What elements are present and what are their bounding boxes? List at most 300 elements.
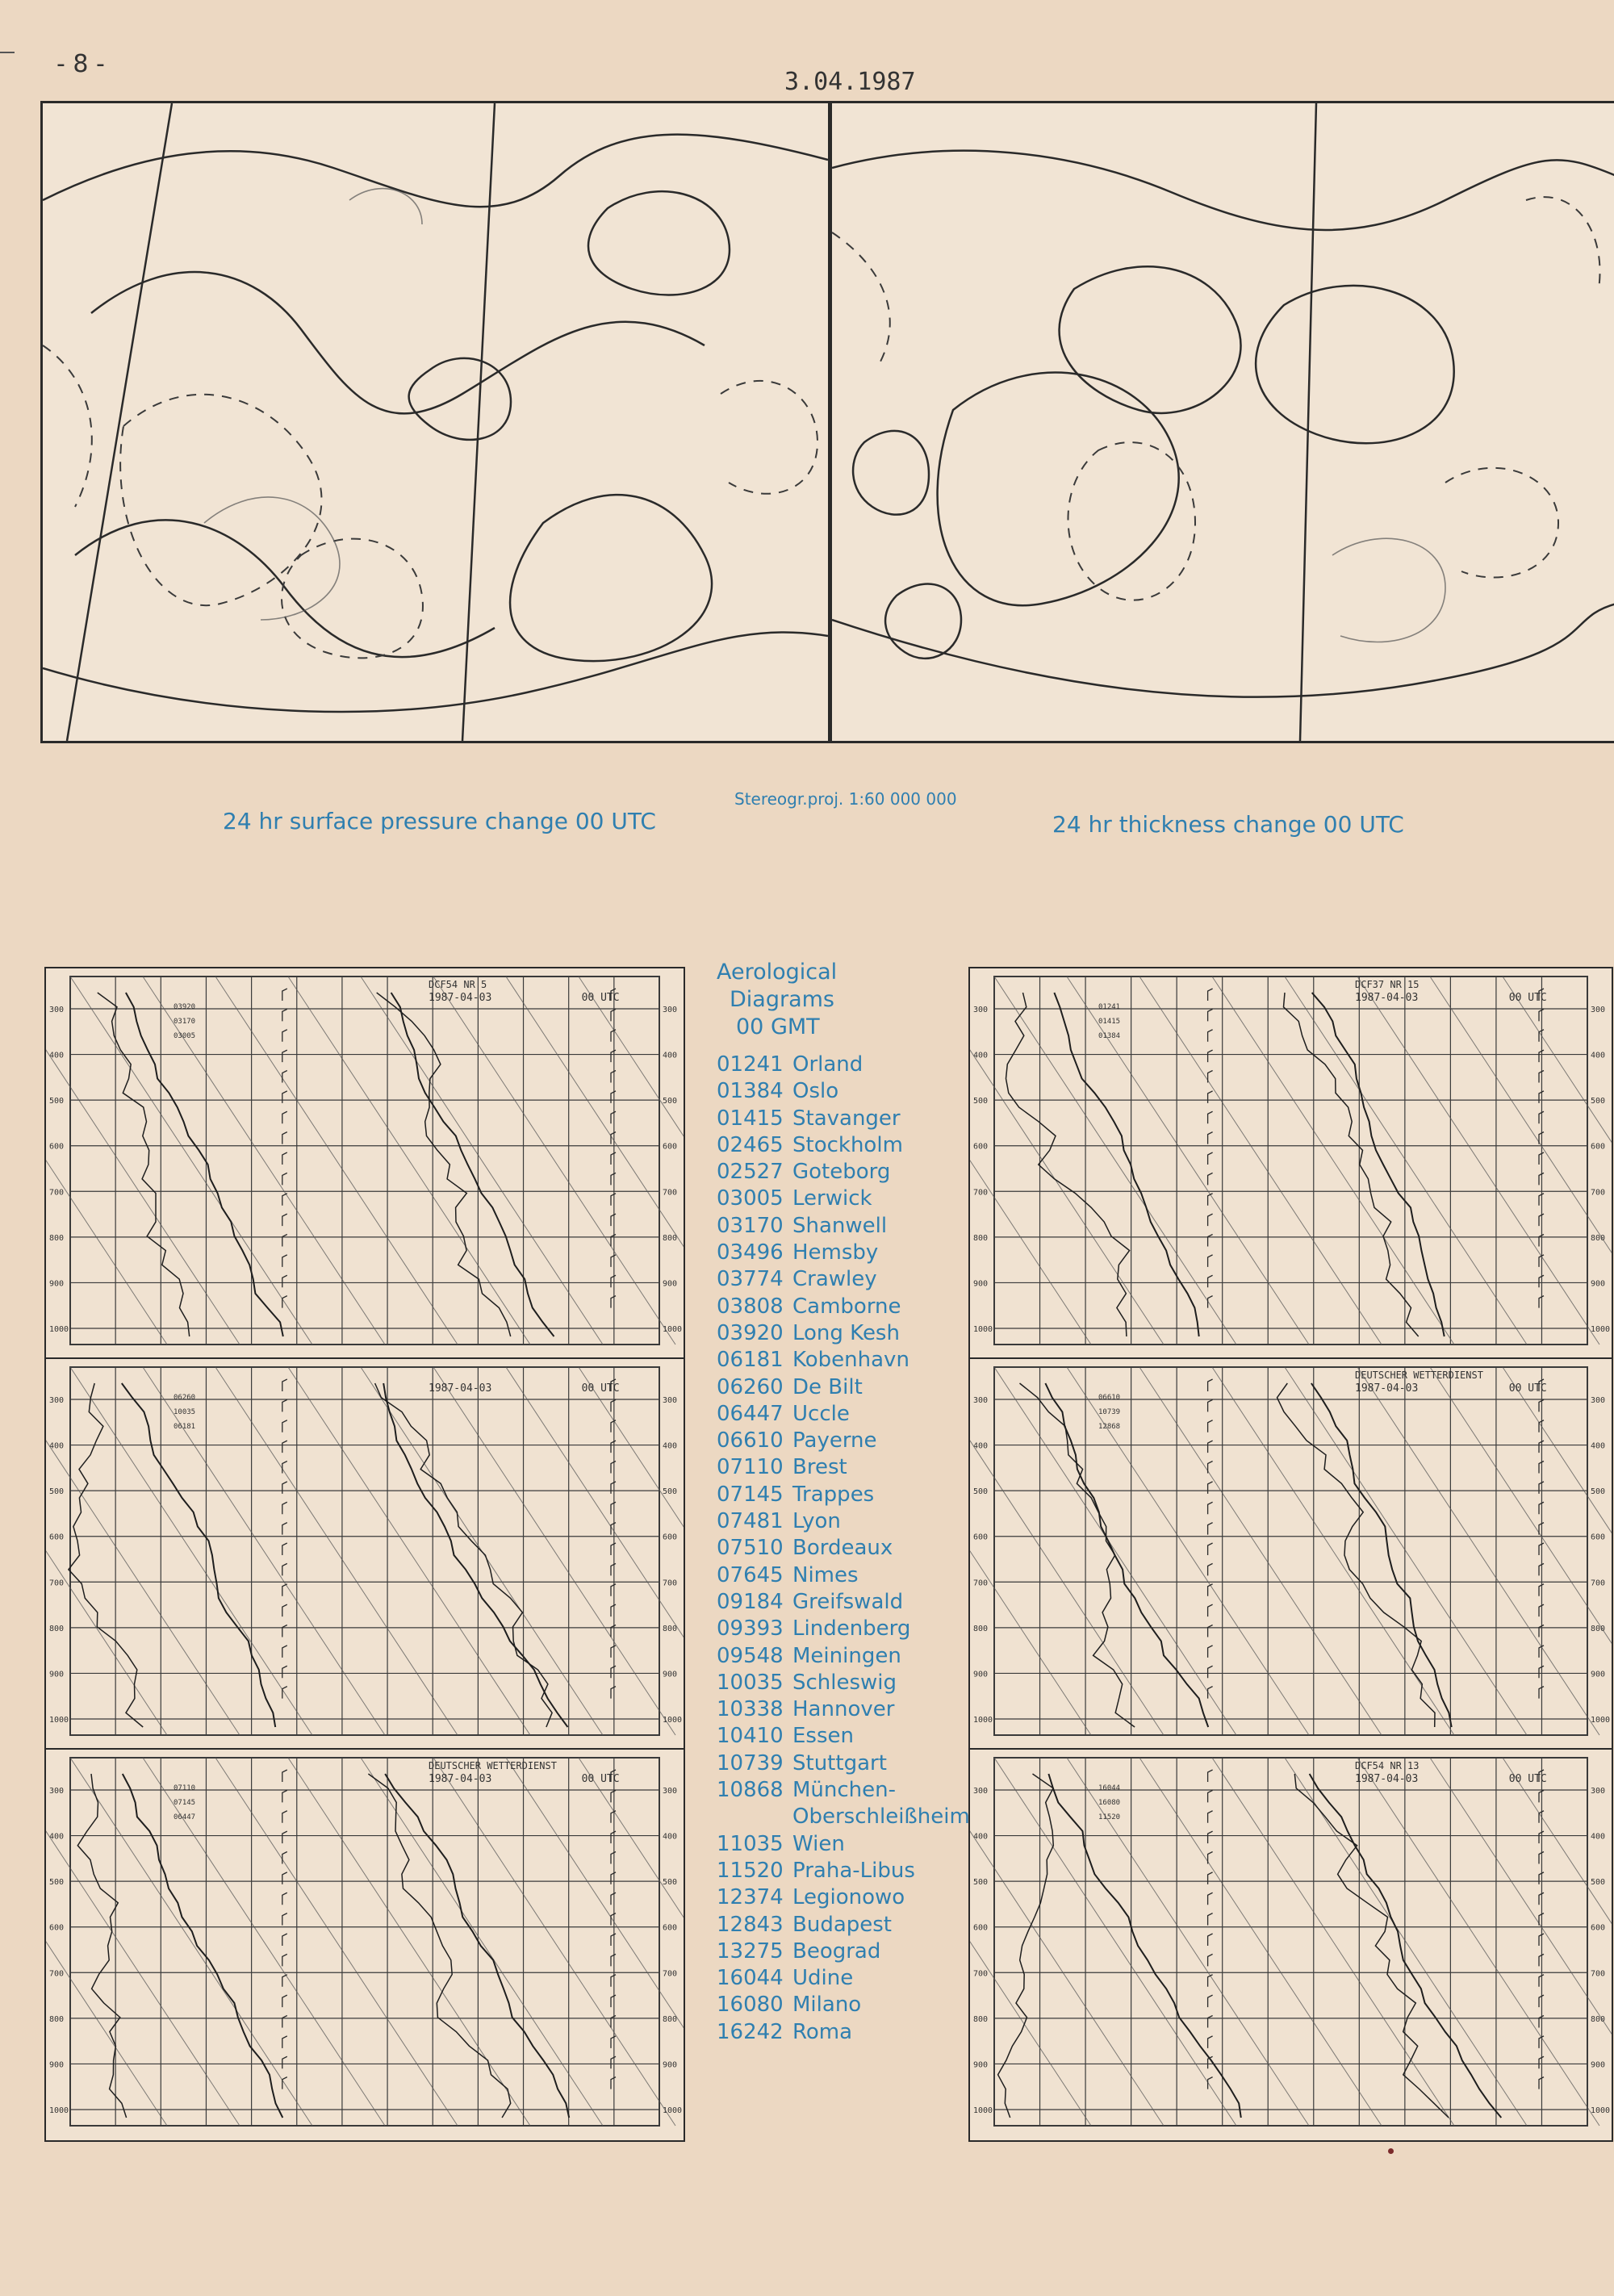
wind-barb [1208, 1543, 1213, 1555]
diagram-header: DCF37 NR 15 [1355, 979, 1420, 990]
pressure-level-label: 1000 [1591, 1325, 1611, 1334]
pressure-level-label: 400 [1591, 1832, 1606, 1842]
station-row [717, 1965, 970, 1992]
wind-barb [1208, 1811, 1213, 1823]
station-row [717, 1589, 970, 1616]
pressure-level-label: 1000 [1591, 1716, 1611, 1725]
station-list [717, 1052, 970, 2046]
pressure-level-label: 600 [973, 1533, 989, 1542]
pressure-level-label: 900 [49, 1279, 65, 1289]
pressure-level-label: 700 [1591, 1969, 1606, 1979]
station-name: Bordeaux [792, 1536, 893, 1561]
station-code: 13275 [717, 1938, 784, 1964]
pressure-level-label: 900 [49, 1670, 65, 1679]
diagram-svg [970, 1750, 1612, 2140]
station-row [717, 1777, 970, 1804]
dewpoint-sounding [1277, 1383, 1436, 1727]
wind-barb [1208, 1275, 1213, 1287]
diagram-header: DEUTSCHER WETTERDIENST [429, 1760, 557, 1771]
station-code: 07645 [717, 1562, 784, 1587]
diagram-svg [46, 968, 684, 1359]
station-name: Meiningen [792, 1643, 901, 1668]
wind-barb [282, 1132, 287, 1144]
station-row [717, 1266, 970, 1293]
station-name: De Bilt [792, 1374, 863, 1399]
wind-barb [1208, 1523, 1213, 1535]
wind-barb [611, 1255, 616, 1267]
wind-barb [1208, 1770, 1213, 1782]
wind-barb [282, 1954, 287, 1966]
diagram-grid [994, 977, 1587, 1345]
diagram-time: 00 UTC [581, 992, 620, 1004]
station-name: Stavanger [792, 1106, 901, 1131]
pressure-level-label: 300 [663, 1396, 678, 1405]
station-row [717, 1535, 970, 1562]
wind-barb [282, 1770, 287, 1782]
wind-barb [282, 1543, 287, 1555]
diagram-date: 1987-04-03 [429, 1773, 492, 1785]
station-code: 02527 [717, 1160, 784, 1185]
wind-barb [611, 2036, 616, 2048]
pressure-level-label: 300 [663, 1006, 678, 1014]
wind-barb [611, 1852, 616, 1864]
pressure-level-label: 500 [49, 1878, 65, 1888]
aerological-diagram-right-top [968, 967, 1613, 1361]
stray-mark [1388, 2148, 1394, 2154]
diagram-station-label: 16080 [1098, 1799, 1121, 1807]
diagram-time: 00 UTC [1508, 1773, 1547, 1785]
wind-barb [1208, 1892, 1213, 1905]
diagram-station-label: 06260 [174, 1394, 196, 1402]
station-name: Goteborg [792, 1160, 891, 1185]
pressure-level-label: 700 [663, 1579, 678, 1588]
station-code: 03774 [717, 1267, 784, 1292]
wind-barb [611, 1441, 616, 1453]
aerological-diagram-left-top [44, 967, 685, 1361]
diagram-svg [46, 1359, 684, 1750]
surface-pressure-change-map [40, 101, 830, 743]
wind-barb [282, 1379, 287, 1391]
station-name: Hannover [792, 1697, 895, 1722]
wind-barb [282, 989, 287, 1001]
wind-barb [282, 1934, 287, 1946]
pressure-level-label: 800 [1591, 1624, 1606, 1633]
wind-barb [611, 1152, 616, 1165]
pressure-level-label: 900 [49, 2060, 65, 2070]
station-row [717, 1186, 970, 1212]
pressure-level-label: 400 [663, 1441, 678, 1451]
wind-barb [611, 2056, 616, 2068]
station-row [717, 1616, 970, 1642]
wind-barb [611, 1934, 616, 1946]
wind-barb [282, 1563, 287, 1575]
pressure-level-label: 900 [1591, 1279, 1606, 1289]
station-code: 07510 [717, 1536, 784, 1561]
pressure-level-label: 400 [49, 1051, 65, 1060]
diagram-header: DCF54 NR 5 [429, 979, 487, 990]
pressure-level-label: 700 [1591, 1188, 1606, 1198]
wind-barb [611, 1995, 616, 2007]
station-row [717, 1159, 970, 1186]
station-name: Stuttgart [792, 1750, 887, 1775]
wind-barb [611, 1502, 616, 1514]
aerological-diagram-left-bottom [44, 1748, 685, 2142]
diagram-adiabats [46, 1367, 684, 1735]
temperature-sounding [1312, 993, 1445, 1336]
wind-barb [1208, 1872, 1213, 1884]
diagram-date: 1987-04-03 [1355, 1382, 1419, 1395]
temperature-sounding [1048, 1774, 1240, 2118]
diagram-svg [970, 1359, 1612, 1750]
diagram-time: 00 UTC [581, 1382, 620, 1395]
pressure-level-label: 500 [49, 1487, 65, 1497]
station-code: 01415 [717, 1106, 784, 1131]
temperature-sounding [385, 1774, 569, 2118]
wind-barb [611, 1462, 616, 1474]
station-row [717, 1696, 970, 1723]
diagram-time: 00 UTC [1508, 1382, 1547, 1395]
thickness-contours [832, 103, 1614, 741]
pressure-level-label: 1000 [49, 1325, 69, 1334]
pressure-level-label: 900 [1591, 1670, 1606, 1679]
station-name: Kobenhavn [792, 1348, 909, 1373]
station-name: Uccle [792, 1401, 850, 1426]
wind-barb [1208, 1050, 1213, 1062]
diagram-station-label: 16044 [1098, 1784, 1121, 1792]
diagram-station-label: 06610 [1098, 1394, 1121, 1402]
pressure-level-label: 800 [973, 1233, 989, 1243]
wind-barb [611, 1009, 616, 1021]
station-code: 16080 [717, 1993, 784, 2018]
pressure-level-label: 500 [663, 1878, 678, 1888]
station-code: 03808 [717, 1294, 784, 1319]
wind-barb [282, 1111, 287, 1123]
station-name: Beograd [792, 1938, 881, 1964]
wind-barb [1208, 2016, 1213, 2028]
station-code: 03170 [717, 1213, 784, 1238]
wind-barb [282, 1420, 287, 1432]
station-row [717, 1804, 970, 1830]
wind-barb [1208, 989, 1213, 1001]
station-code: 10739 [717, 1750, 784, 1775]
pressure-level-label: 600 [663, 1923, 678, 1933]
station-row [717, 1132, 970, 1159]
pressure-level-label: 400 [1591, 1441, 1606, 1451]
station-row [717, 1106, 970, 1132]
diagram-date: 1987-04-03 [429, 1382, 492, 1395]
wind-barb [282, 1173, 287, 1185]
pressure-level-label: 400 [49, 1832, 65, 1842]
pressure-level-label: 600 [49, 1533, 65, 1542]
wind-barb [1208, 1482, 1213, 1494]
station-row [717, 1508, 970, 1535]
pressure-level-label: 1000 [973, 2106, 993, 2115]
wind-barb [611, 1975, 616, 1987]
station-code: 02465 [717, 1132, 784, 1157]
pressure-level-label: 700 [1591, 1579, 1606, 1588]
station-code: 10035 [717, 1670, 784, 1695]
thickness-change-map [830, 101, 1614, 743]
diagram-station-label: 01241 [1098, 1003, 1121, 1011]
diagram-station-label: 12868 [1098, 1423, 1121, 1431]
wind-barb [282, 1214, 287, 1226]
wind-barb [1208, 1625, 1213, 1637]
station-name: Lyon [792, 1509, 841, 1534]
wind-barb [282, 1811, 287, 1823]
pressure-level-label: 300 [973, 1006, 989, 1014]
wind-barb [1208, 1604, 1213, 1616]
pressure-level-label: 400 [1591, 1051, 1606, 1060]
wind-barb [282, 2016, 287, 2028]
wind-barb [611, 1831, 616, 1843]
pressure-level-label: 600 [663, 1142, 678, 1152]
wind-barb [282, 1050, 287, 1062]
diagram-adiabats [970, 1367, 1612, 1735]
page-edge-mark [0, 52, 15, 53]
pressure-level-label: 500 [1591, 1878, 1606, 1888]
station-row [717, 1482, 970, 1508]
wind-barb [1208, 1132, 1213, 1144]
pressure-level-label: 400 [49, 1441, 65, 1451]
station-code: 11520 [717, 1858, 784, 1883]
wind-barb [282, 2056, 287, 2068]
station-row [717, 1294, 970, 1320]
pressure-level-label: 1000 [663, 1716, 683, 1725]
wind-barb [1208, 1111, 1213, 1123]
pressure-level-label: 300 [663, 1787, 678, 1796]
station-code: 01241 [717, 1052, 784, 1077]
station-name: Roma [792, 2019, 853, 2044]
dewpoint-sounding [69, 1383, 143, 1727]
wind-barb [282, 2036, 287, 2048]
station-code: 03920 [717, 1320, 784, 1345]
wind-barb [1208, 1214, 1213, 1226]
diagram-station-label: 06447 [174, 1813, 196, 1821]
wind-barb [282, 1852, 287, 1864]
station-name: Brest [792, 1455, 847, 1480]
station-code: 01384 [717, 1079, 784, 1104]
wind-barb [1208, 1954, 1213, 1966]
station-row [717, 1670, 970, 1696]
dewpoint-sounding [368, 1774, 510, 2118]
wind-barb [611, 1091, 616, 1103]
station-name: Milano [792, 1993, 862, 2018]
dewpoint-sounding [1294, 1774, 1449, 2118]
pressure-level-label: 700 [663, 1188, 678, 1198]
pressure-level-label: 500 [973, 1487, 989, 1497]
station-code: 11035 [717, 1831, 784, 1856]
page-number: - 8 - [56, 50, 105, 78]
station-row [717, 1750, 970, 1777]
station-code: 12374 [717, 1885, 784, 1910]
wind-barb [1208, 1502, 1213, 1514]
wind-barb [611, 1584, 616, 1596]
wind-barb [1208, 1646, 1213, 1658]
station-code: 03496 [717, 1240, 784, 1265]
pressure-level-label: 800 [1591, 2014, 1606, 2024]
pressure-level-label: 800 [49, 2014, 65, 2024]
pressure-level-label: 1000 [973, 1716, 993, 1725]
wind-barb [1208, 1995, 1213, 2007]
wind-barb [1208, 1584, 1213, 1596]
pressure-level-label: 300 [1591, 1396, 1606, 1405]
wind-barb [282, 1625, 287, 1637]
station-row [717, 1723, 970, 1750]
wind-barb [1208, 1831, 1213, 1843]
wind-barb [1208, 1790, 1213, 1802]
wind-barb [282, 1482, 287, 1494]
wind-barb [282, 1995, 287, 2007]
diagram-header: DEUTSCHER WETTERDIENST [1355, 1370, 1483, 1381]
legend-title-1: Aerological [717, 960, 838, 985]
legend-title-2: Diagrams [730, 987, 834, 1012]
pressure-level-label: 800 [663, 1624, 678, 1633]
station-name: Wien [792, 1831, 845, 1856]
station-name: Long Kesh [792, 1320, 900, 1345]
diagram-adiabats [46, 977, 684, 1345]
wind-barb [282, 1152, 287, 1165]
pressure-level-label: 500 [1591, 1097, 1606, 1106]
station-code: 12843 [717, 1912, 784, 1937]
station-row [717, 1052, 970, 1078]
station-name: Crawley [792, 1267, 877, 1292]
station-code [717, 1804, 792, 1830]
pressure-level-label: 300 [973, 1396, 989, 1405]
diagram-station-label: 07110 [174, 1784, 196, 1792]
pressure-level-label: 800 [973, 1624, 989, 1633]
wind-barb [611, 1399, 616, 1411]
dewpoint-sounding [98, 993, 190, 1336]
pressure-level-label: 700 [663, 1969, 678, 1979]
wind-barb [282, 1275, 287, 1287]
wind-barb [611, 1296, 616, 1308]
legend-title-3: 00 GMT [736, 1014, 820, 1039]
station-row [717, 1320, 970, 1347]
pressure-level-label: 300 [49, 1006, 65, 1014]
pressure-level-label: 700 [973, 1188, 989, 1198]
right-map-caption: 24 hr thickness change 00 UTC [1052, 811, 1404, 838]
station-name: Oberschleißheim [792, 1805, 970, 1830]
pressure-level-label: 800 [663, 2014, 678, 2024]
station-name: Nimes [792, 1562, 859, 1587]
station-row [717, 1643, 970, 1670]
station-code: 10410 [717, 1724, 784, 1749]
diagram-station-label: 03920 [174, 1003, 196, 1011]
station-code: 07145 [717, 1482, 784, 1507]
pressure-level-label: 1000 [973, 1325, 993, 1334]
wind-barb [611, 1892, 616, 1905]
station-name: Budapest [792, 1912, 892, 1937]
wind-barb [1208, 1009, 1213, 1021]
pressure-level-label: 900 [973, 1279, 989, 1289]
pressure-level-label: 700 [49, 1969, 65, 1979]
wind-barb [282, 1646, 287, 1658]
left-map-caption: 24 hr surface pressure change 00 UTC [223, 808, 656, 834]
pressure-level-label: 800 [973, 2014, 989, 2024]
wind-barb [282, 1071, 287, 1083]
wind-barb [1208, 1173, 1213, 1185]
temperature-sounding [1310, 1774, 1502, 2118]
diagram-adiabats [970, 977, 1612, 1345]
pressure-level-label: 300 [49, 1396, 65, 1405]
wind-barb [282, 1604, 287, 1616]
diagram-date: 1987-04-03 [1355, 992, 1419, 1004]
pressure-level-label: 1000 [49, 1716, 69, 1725]
station-row [717, 1347, 970, 1374]
pressure-level-label: 800 [49, 1233, 65, 1243]
wind-barb [1208, 1030, 1213, 1042]
diagram-station-label: 10035 [174, 1408, 196, 1416]
pressure-level-label: 500 [973, 1097, 989, 1106]
station-row [717, 1992, 970, 2018]
pressure-level-label: 700 [49, 1579, 65, 1588]
wind-barb [611, 2077, 616, 2089]
wind-barb [611, 1604, 616, 1616]
station-name: Lerwick [792, 1186, 872, 1211]
page-date: 3.04.1987 [784, 68, 916, 96]
station-code: 07110 [717, 1455, 784, 1480]
wind-barb [1208, 1194, 1213, 1206]
dewpoint-sounding [1284, 993, 1419, 1336]
wind-barb [282, 1831, 287, 1843]
pressure-level-label: 1000 [49, 2106, 69, 2115]
diagram-date: 1987-04-03 [429, 992, 492, 1004]
station-code: 10338 [717, 1697, 784, 1722]
station-name: Orland [792, 1052, 863, 1077]
station-code: 06610 [717, 1428, 784, 1453]
map-projection-label: Stereogr.proj. 1:60 000 000 [734, 789, 957, 809]
wind-barb [611, 1687, 616, 1699]
wind-barb [1208, 1152, 1213, 1165]
pressure-level-label: 700 [49, 1188, 65, 1198]
pressure-level-label: 600 [49, 1142, 65, 1152]
station-name: Hemsby [792, 1240, 879, 1265]
wind-barb [282, 1872, 287, 1884]
station-code: 10868 [717, 1778, 784, 1803]
diagram-header: DCF54 NR 13 [1355, 1760, 1420, 1771]
station-row [717, 1213, 970, 1240]
temperature-sounding [122, 1383, 275, 1727]
wind-barb [282, 1255, 287, 1267]
wind-barb [282, 1091, 287, 1103]
station-code: 06260 [717, 1374, 784, 1399]
station-name: Stockholm [792, 1132, 903, 1157]
station-row [717, 1938, 970, 1965]
wind-barb [611, 1111, 616, 1123]
wind-barb [1208, 1934, 1213, 1946]
wind-barb [282, 1235, 287, 1247]
wind-barb [1208, 1563, 1213, 1575]
wind-barb [1208, 2036, 1213, 2048]
wind-barb [611, 1050, 616, 1062]
wind-barb [1208, 1235, 1213, 1247]
station-row [717, 1078, 970, 1105]
station-row [717, 1428, 970, 1454]
pressure-level-label: 500 [49, 1097, 65, 1106]
aerological-diagram-left-mid [44, 1357, 685, 1751]
station-row [717, 1831, 970, 1858]
pressure-level-label: 500 [663, 1097, 678, 1106]
pressure-level-label: 400 [973, 1832, 989, 1842]
pressure-level-label: 300 [49, 1787, 65, 1796]
pressure-level-label: 500 [1591, 1487, 1606, 1497]
station-name: Greifswald [792, 1589, 904, 1614]
wind-barb [611, 1790, 616, 1802]
wind-barb [282, 1790, 287, 1802]
diagram-station-label: 11520 [1098, 1813, 1121, 1821]
pressure-level-label: 600 [49, 1923, 65, 1933]
station-row [717, 1858, 970, 1884]
